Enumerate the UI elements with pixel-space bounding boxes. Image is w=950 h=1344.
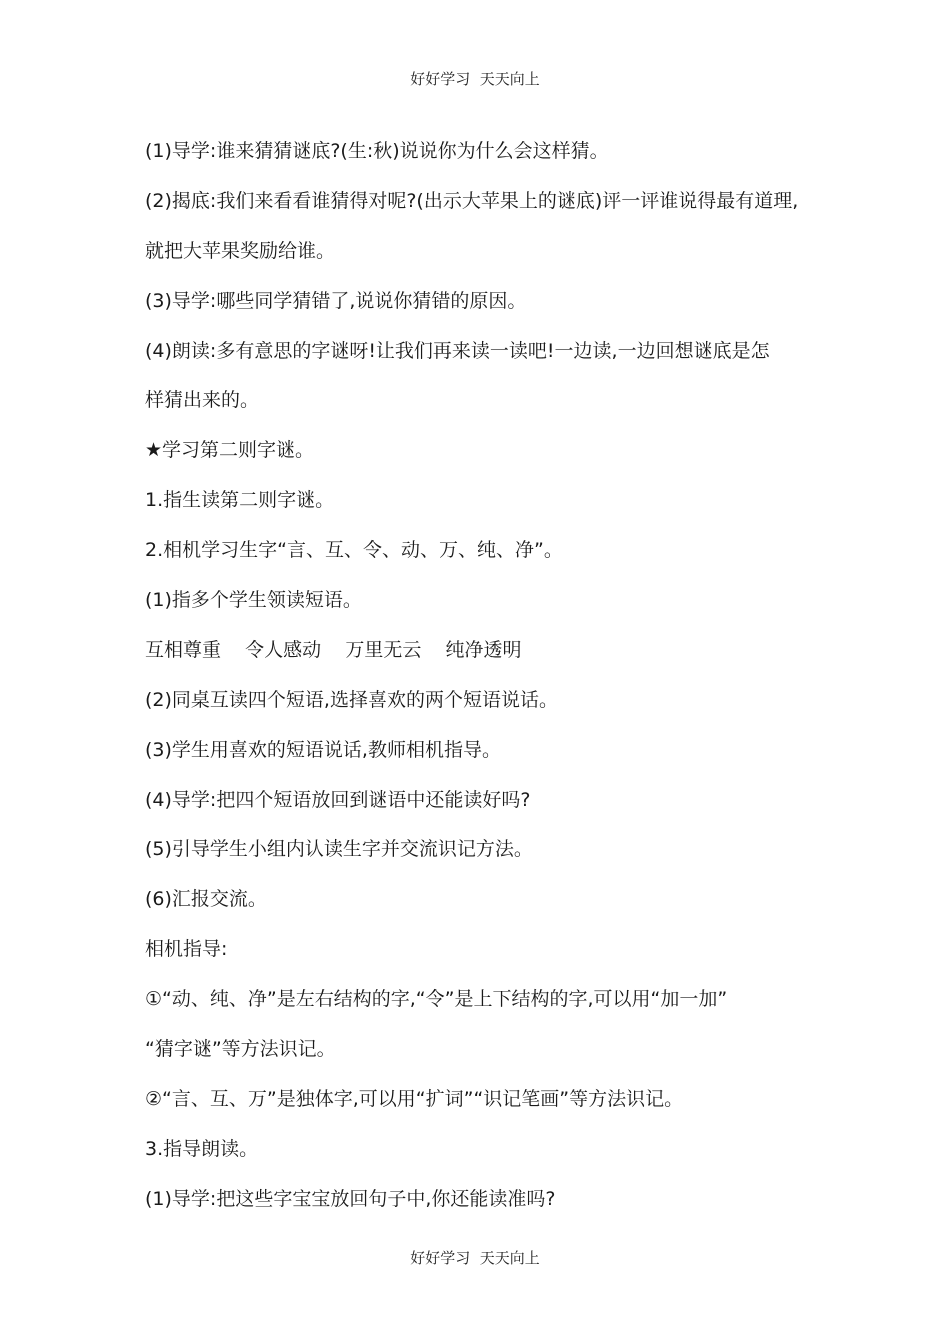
text-line: (3)导学:哪些同学猜错了,说说你猜错的原因。 [145, 289, 527, 312]
text-line: 样猜出来的。 [145, 389, 260, 412]
text-line: 1.指生读第二则字谜。 [145, 489, 335, 512]
text-line: (6)汇报交流。 [145, 888, 267, 911]
text-line: (2)揭底:我们来看看谁猜得对呢?(出示大苹果上的谜底)评一评谁说得最有道理, [145, 189, 799, 212]
text-line: (1)指多个学生领读短语。 [145, 589, 362, 612]
text-line: 2.相机学习生字“言、互、令、动、万、纯、净”。 [145, 539, 563, 562]
text-line: ②“言、互、万”是独体字,可以用“扩词”“识记笔画”等方法识记。 [145, 1087, 684, 1110]
document-body [145, 137, 815, 1235]
text-line: (3)学生用喜欢的短语说话,教师相机指导。 [145, 738, 501, 761]
text-line: (5)引导学生小组内认读生字并交流识记方法。 [145, 838, 533, 861]
text-line: (1)导学:谁来猜猜谜底?(生:秋)说说你为什么会这样猜。 [145, 140, 609, 162]
text-line: ①“动、纯、净”是左右结构的字,“令”是上下结构的字,可以用“加一加” [145, 988, 728, 1011]
text-line: (4)朗读:多有意思的字谜呀!让我们再来读一读吧!一边读,一边回想谜底是怎 [145, 339, 770, 362]
page-footer: 好好学习 天天向上 [410, 1249, 540, 1267]
text-line: (2)同桌互读四个短语,选择喜欢的两个短语说话。 [145, 688, 558, 711]
text-line: 相机指导: [145, 938, 228, 961]
text-line: 3.指导朗读。 [145, 1137, 259, 1160]
phrase-list: 互相尊重 令人感动 万里无云 纯净透明 [145, 638, 522, 661]
text-line: 就把大苹果奖励给谁。 [145, 239, 336, 262]
section-heading: ★学习第二则字谜。 [145, 439, 315, 462]
text-line: (4)导学:把四个短语放回到谜语中还能读好吗? [145, 788, 531, 811]
text-line: “猜字谜”等方法识记。 [145, 1038, 336, 1061]
page-header: 好好学习 天天向上 [410, 70, 540, 88]
text-line: (1)导学:把这些字宝宝放回句子中,你还能读准吗? [145, 1187, 556, 1210]
